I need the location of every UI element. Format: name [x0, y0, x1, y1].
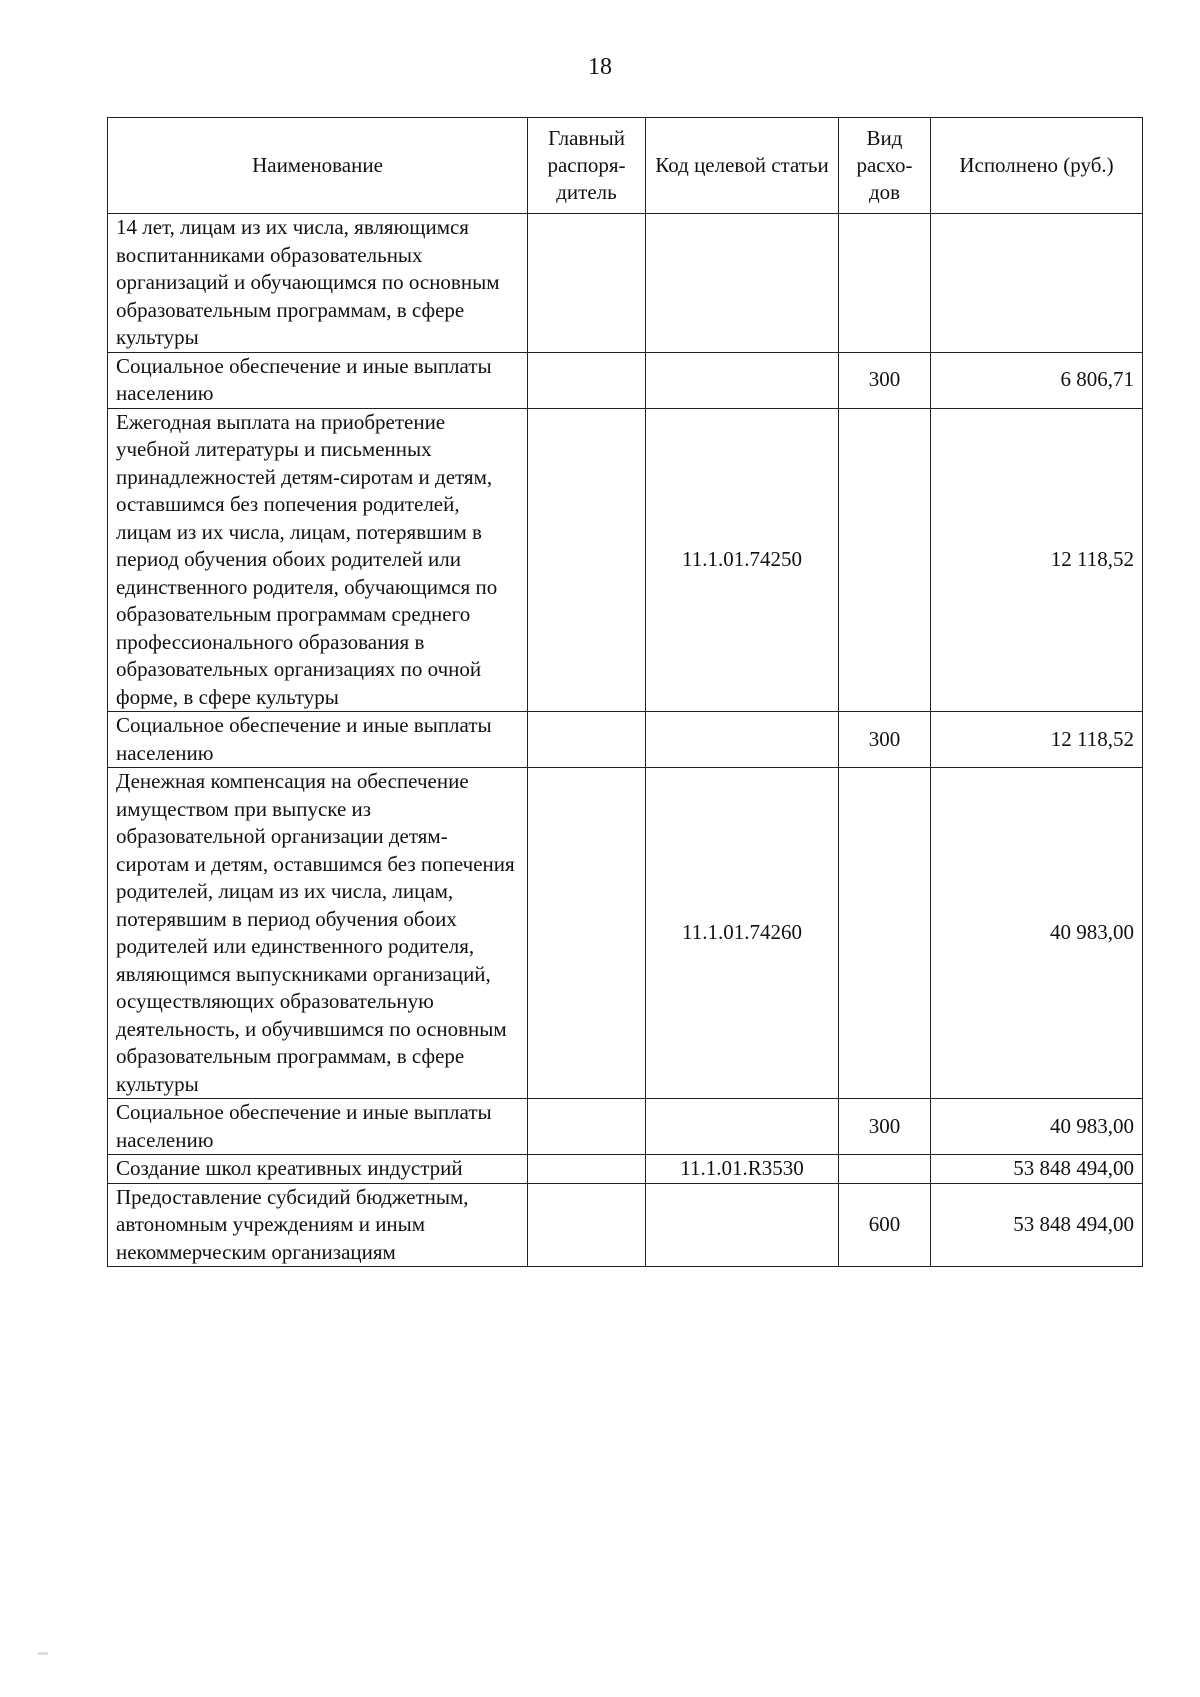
table-row [108, 408, 1143, 712]
table-row [108, 768, 1143, 1099]
cell-done: 12 118,52 [931, 712, 1143, 768]
cell-name: Социальное обеспечение и иные выплаты населению [108, 712, 528, 768]
cell-done: 53 848 494,00 [931, 1155, 1143, 1184]
page-number: 18 [588, 54, 612, 80]
cell-name: 14 лет, лицам из их числа, являющимся воспитанниками образовательных организаций и обучающимся по основным образовательным программам, в сфере культуры [108, 214, 528, 353]
cell-admin [528, 214, 646, 353]
cell-done: 12 118,52 [931, 408, 1143, 712]
table-row [108, 214, 1143, 353]
cell-done [931, 214, 1143, 353]
cell-name: Денежная компенсация на обеспечение имуществом при выпуске из образовательной организации детям-сиротам и детям, оставшимся без попечения родителей, лицам из их числа, лицам, потерявшим в период обучения обоих родителей или единственного родителя, являющимся выпускниками организаций, осуществляющих образовательную деятельность, и обучившимся по основным образовательным программам, в сфере культуры [108, 768, 528, 1099]
cell-name: Социальное обеспечение и иные выплаты населению [108, 352, 528, 408]
cell-admin [528, 1183, 646, 1267]
table-row [108, 712, 1143, 768]
cell-done: 40 983,00 [931, 768, 1143, 1099]
cell-code [646, 1099, 839, 1155]
cell-type: 600 [839, 1183, 931, 1267]
header-admin: Главный распоря-дитель [528, 118, 646, 214]
cell-done: 53 848 494,00 [931, 1183, 1143, 1267]
table-body [108, 214, 1143, 1267]
cell-done: 6 806,71 [931, 352, 1143, 408]
cell-type [839, 1155, 931, 1184]
cell-code [646, 712, 839, 768]
cell-admin [528, 1099, 646, 1155]
table-row [108, 1099, 1143, 1155]
header-name: Наименование [108, 118, 528, 214]
cell-code: 11.1.01.74260 [646, 768, 839, 1099]
cell-code: 11.1.01.74250 [646, 408, 839, 712]
cell-type: 300 [839, 352, 931, 408]
cell-name: Социальное обеспечение и иные выплаты населению [108, 1099, 528, 1155]
cell-admin [528, 352, 646, 408]
cell-code: 11.1.01.R3530 [646, 1155, 839, 1184]
cell-done: 40 983,00 [931, 1099, 1143, 1155]
header-code: Код целевой статьи [646, 118, 839, 214]
header-done: Исполнено (руб.) [931, 118, 1143, 214]
cell-type [839, 214, 931, 353]
header-type: Вид расхо-дов [839, 118, 931, 214]
scan-speck [38, 1652, 48, 1655]
cell-admin [528, 408, 646, 712]
table-row [108, 352, 1143, 408]
budget-execution-table [107, 117, 1143, 1267]
cell-name: Ежегодная выплата на приобретение учебной литературы и письменных принадлежностей детям-сиротам и детям, оставшимся без попечения родителей, лицам из их числа, лицам, потерявшим в период обучения обоих родителей или единственного родителя, обучающимся по образовательным программам среднего профессионального образования в образовательных организациях по очной форме, в сфере культуры [108, 408, 528, 712]
cell-code [646, 1183, 839, 1267]
cell-type [839, 768, 931, 1099]
cell-admin [528, 1155, 646, 1184]
table-header [108, 118, 1143, 214]
cell-type: 300 [839, 1099, 931, 1155]
cell-admin [528, 712, 646, 768]
cell-name: Предоставление субсидий бюджетным, автономным учреждениям и иным некоммерческим организациям [108, 1183, 528, 1267]
cell-admin [528, 768, 646, 1099]
table-row [108, 1155, 1143, 1184]
cell-type [839, 408, 931, 712]
cell-name: Создание школ креативных индустрий [108, 1155, 528, 1184]
header-row [108, 118, 1143, 214]
cell-code [646, 214, 839, 353]
cell-type: 300 [839, 712, 931, 768]
cell-code [646, 352, 839, 408]
table-row [108, 1183, 1143, 1267]
